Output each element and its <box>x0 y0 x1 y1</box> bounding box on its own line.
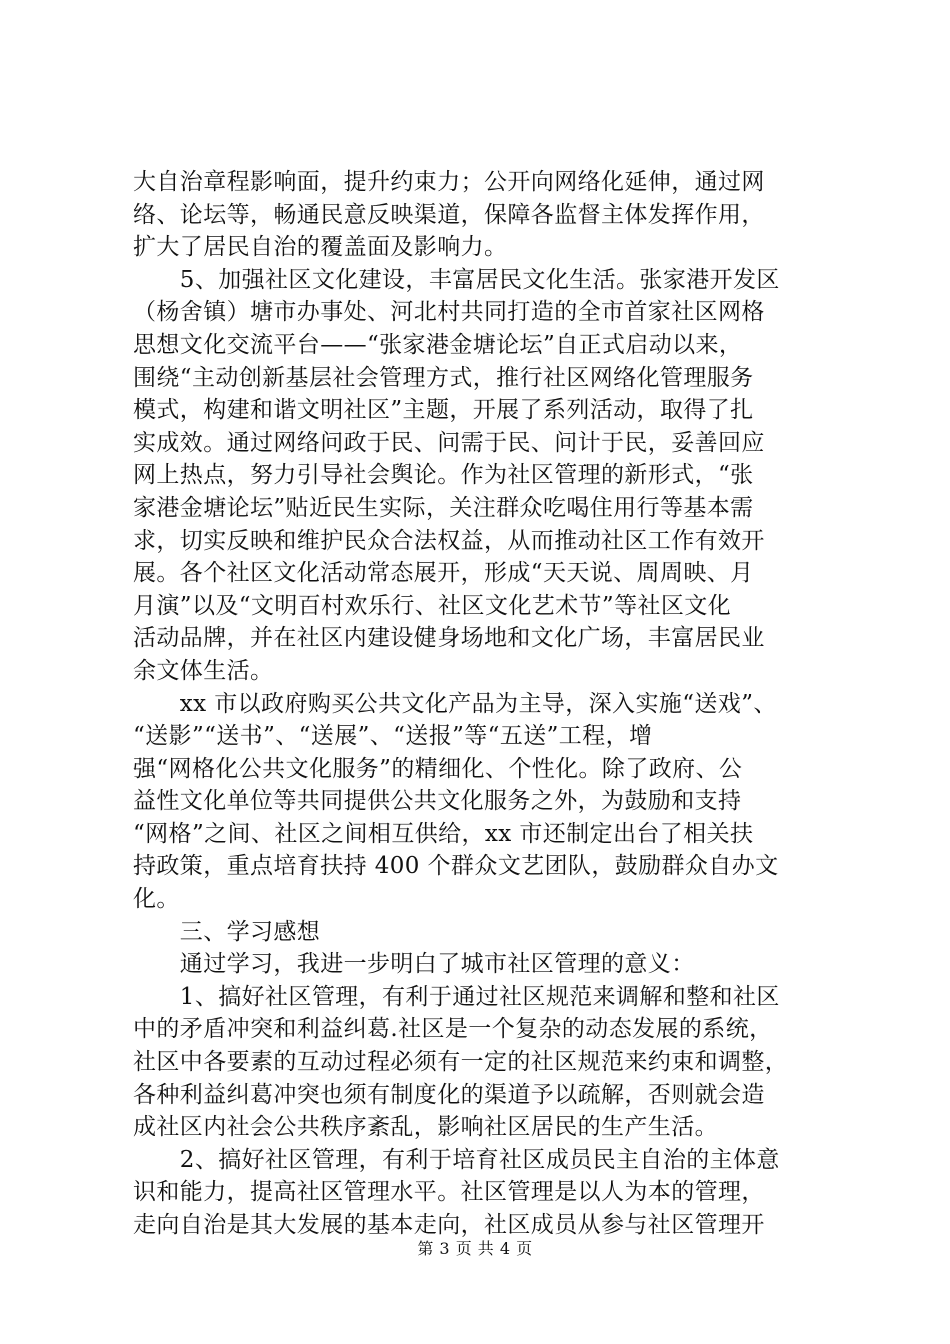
text-line: 余文体生活。 <box>133 657 274 684</box>
text-line: 活动品牌，并在社区内建设健身场地和文化广场，丰富居民业 <box>133 625 765 652</box>
text-line: 强“网格化公共文化服务”的精细化、个性化。除了政府、公 <box>133 755 743 782</box>
text-line: “送影”“送书”、“送展”、“送报”等“五送”工程，增 <box>133 723 653 750</box>
text-line: 展。各个社区文化活动常态展开，形成“天天说、周周映、月 <box>133 560 754 587</box>
text-line: 中的矛盾冲突和利益纠葛.社区是一个复杂的动态发展的系统， <box>133 1016 773 1043</box>
text-line: 1、搞好社区管理，有利于通过社区规范来调解和整和社区 <box>133 983 780 1010</box>
text-line: 化。 <box>133 886 180 913</box>
text-line: “网格”之间、社区之间相互供给，xx 市还制定出台了相关扶 <box>133 820 754 847</box>
text-line: 络、论坛等，畅通民意反映渠道，保障各监督主体发挥作用， <box>133 201 765 228</box>
text-line: 家港金塘论坛”贴近民生实际，关注群众吃喝住用行等基本需 <box>133 494 754 521</box>
text-line: 大自治章程影响面，提升约束力；公开向网络化延伸，通过网 <box>133 169 765 195</box>
text-line: 2、搞好社区管理，有利于培育社区成员民主自治的主体意 <box>133 1146 780 1173</box>
text-line: 求，切实反映和维护民众合法权益，从而推动社区工作有效开 <box>133 527 765 554</box>
text-line: 围绕“主动创新基层社会管理方式，推行社区网络化管理服务 <box>133 364 754 391</box>
text-line: （杨舍镇）塘市办事处、河北村共同打造的全市首家社区网格 <box>133 299 765 326</box>
text-line: xx 市以政府购买公共文化产品为主导，深入实施“送戏”、 <box>133 690 777 717</box>
text-line: 益性文化单位等共同提供公共文化服务之外，为鼓励和支持 <box>133 788 742 815</box>
text-line: 各种利益纠葛冲突也须有制度化的渠道予以疏解，否则就会造 <box>133 1081 765 1108</box>
page-footer <box>0 1238 950 1260</box>
page-number: 第 3 页 共 4 页 <box>417 1239 533 1258</box>
text-line: 月演”以及“文明百村欢乐行、社区文化艺术节”等社区文化 <box>133 592 732 619</box>
text-line: 识和能力，提高社区管理水平。社区管理是以人为本的管理， <box>133 1179 765 1206</box>
text-line: 思想文化交流平台——“张家港金塘论坛”自正式启动以来， <box>133 331 743 358</box>
text-line: 5、加强社区文化建设，丰富居民文化生活。张家港开发区 <box>133 266 780 293</box>
text-line: 实成效。通过网络问政于民、问需于民、问计于民，妥善回应 <box>133 429 765 456</box>
text-line: 成社区内社会公共秩序紊乱，影响社区居民的生产生活。 <box>133 1114 718 1141</box>
text-line: 社区中各要素的互动过程必须有一定的社区规范来约束和调整， <box>133 1049 789 1076</box>
text-line: 持政策，重点培育扶持 400 个群众文艺团队，鼓励群众自办文 <box>133 853 779 880</box>
text-line: 通过学习，我进一步明白了城市社区管理的意义： <box>133 951 695 978</box>
section-heading: 三、学习感想 <box>133 918 321 945</box>
text-line: 走向自治是其大发展的基本走向，社区成员从参与社区管理开 <box>133 1212 765 1238</box>
document-body <box>133 166 825 1242</box>
text-line: 扩大了居民自治的覆盖面及影响力。 <box>133 234 508 261</box>
text-line: 模式，构建和谐文明社区”主题，开展了系列活动，取得了扎 <box>133 397 754 424</box>
text-line: 网上热点，努力引导社会舆论。作为社区管理的新形式，“张 <box>133 462 754 489</box>
